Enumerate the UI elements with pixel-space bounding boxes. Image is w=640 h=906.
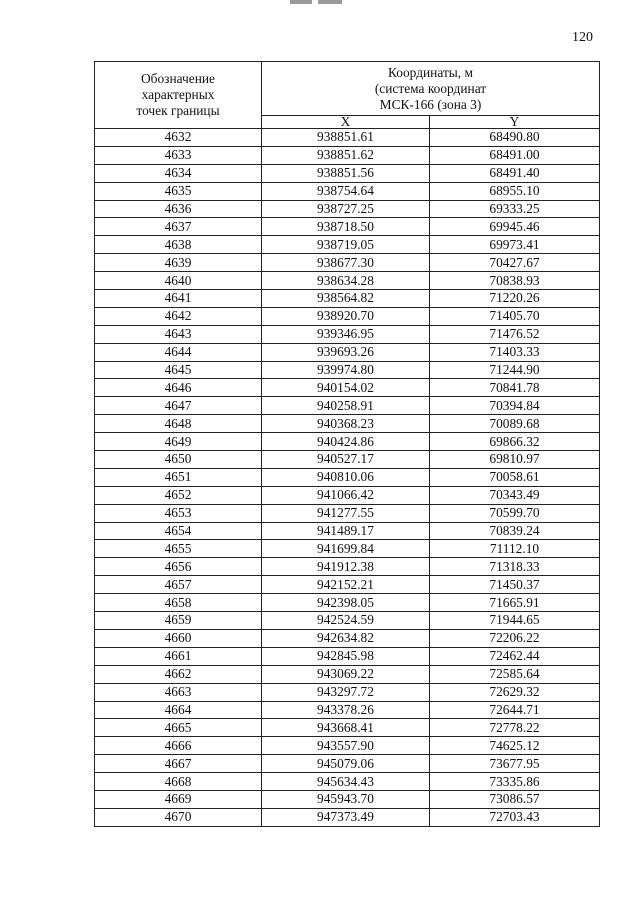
- x-coordinate-cell: 939693.26: [262, 343, 430, 361]
- point-id-cell: 4641: [95, 290, 262, 308]
- table-row: [95, 468, 600, 486]
- table-row: [95, 773, 600, 791]
- point-id-cell: 4657: [95, 576, 262, 594]
- table-row: [95, 612, 600, 630]
- point-id-cell: 4652: [95, 486, 262, 504]
- x-coordinate-cell: 938851.61: [262, 129, 430, 147]
- x-coordinate-cell: 938727.25: [262, 200, 430, 218]
- point-id-cell: 4654: [95, 522, 262, 540]
- table-row: [95, 433, 600, 451]
- point-id-cell: 4643: [95, 325, 262, 343]
- point-id-cell: 4651: [95, 468, 262, 486]
- point-id-cell: 4656: [95, 558, 262, 576]
- table-row: [95, 719, 600, 737]
- point-id-cell: 4650: [95, 451, 262, 469]
- x-coordinate-cell: 941277.55: [262, 504, 430, 522]
- x-coordinate-cell: 938719.05: [262, 236, 430, 254]
- point-id-cell: 4666: [95, 737, 262, 755]
- table-row: [95, 451, 600, 469]
- x-coordinate-cell: 943069.22: [262, 665, 430, 683]
- table-row: [95, 522, 600, 540]
- x-coordinate-cell: 943668.41: [262, 719, 430, 737]
- y-coordinate-cell: 73086.57: [430, 790, 600, 808]
- y-coordinate-cell: 72206.22: [430, 629, 600, 647]
- point-id-cell: 4635: [95, 182, 262, 200]
- table-row: [95, 737, 600, 755]
- table-row: [95, 200, 600, 218]
- point-id-cell: 4667: [95, 755, 262, 773]
- x-coordinate-cell: 938718.50: [262, 218, 430, 236]
- point-id-cell: 4636: [95, 200, 262, 218]
- page-number: 120: [572, 30, 593, 45]
- x-coordinate-cell: 940368.23: [262, 415, 430, 433]
- table-row: [95, 129, 600, 147]
- table-row: [95, 415, 600, 433]
- point-id-cell: 4664: [95, 701, 262, 719]
- table-row: [95, 576, 600, 594]
- coordinates-table: [94, 61, 600, 827]
- y-coordinate-cell: 70838.93: [430, 272, 600, 290]
- table-row: [95, 504, 600, 522]
- y-coordinate-cell: 71220.26: [430, 290, 600, 308]
- x-coordinate-cell: 941489.17: [262, 522, 430, 540]
- x-coordinate-cell: 942845.98: [262, 647, 430, 665]
- point-id-cell: 4653: [95, 504, 262, 522]
- y-coordinate-cell: 72629.32: [430, 683, 600, 701]
- y-coordinate-cell: 68491.40: [430, 164, 600, 182]
- y-coordinate-cell: 72703.43: [430, 808, 600, 826]
- x-coordinate-cell: 938564.82: [262, 290, 430, 308]
- header-line: точек границы: [136, 103, 220, 118]
- point-id-cell: 4670: [95, 808, 262, 826]
- table-row: [95, 254, 600, 272]
- y-coordinate-cell: 73335.86: [430, 773, 600, 791]
- scan-artifact: [318, 0, 342, 4]
- y-coordinate-cell: 72778.22: [430, 719, 600, 737]
- table-row: [95, 540, 600, 558]
- point-id-cell: 4663: [95, 683, 262, 701]
- y-coordinate-cell: 70599.70: [430, 504, 600, 522]
- point-id-cell: 4633: [95, 146, 262, 164]
- point-id-cell: 4661: [95, 647, 262, 665]
- coordinates-header: [262, 62, 600, 116]
- x-coordinate-cell: 938851.62: [262, 146, 430, 164]
- point-id-cell: 4665: [95, 719, 262, 737]
- table-row: [95, 361, 600, 379]
- point-id-cell: 4647: [95, 397, 262, 415]
- header-line: Координаты, м: [388, 64, 473, 80]
- x-coordinate-cell: 938754.64: [262, 182, 430, 200]
- x-coordinate-cell: 942634.82: [262, 629, 430, 647]
- point-id-cell: 4648: [95, 415, 262, 433]
- table-row: [95, 558, 600, 576]
- point-id-cell: 4632: [95, 129, 262, 147]
- x-coordinate-cell: 943378.26: [262, 701, 430, 719]
- y-coordinate-cell: 71944.65: [430, 612, 600, 630]
- table-row: [95, 307, 600, 325]
- y-coordinate-cell: 72585.64: [430, 665, 600, 683]
- y-column-header: Y: [430, 116, 600, 129]
- table-row: [95, 343, 600, 361]
- y-coordinate-cell: 72462.44: [430, 647, 600, 665]
- y-coordinate-cell: 69945.46: [430, 218, 600, 236]
- table-row: [95, 218, 600, 236]
- table-row: [95, 701, 600, 719]
- point-id-cell: 4640: [95, 272, 262, 290]
- table-row: [95, 146, 600, 164]
- point-id-cell: 4638: [95, 236, 262, 254]
- point-id-cell: 4645: [95, 361, 262, 379]
- x-coordinate-cell: 945943.70: [262, 790, 430, 808]
- point-id-cell: 4668: [95, 773, 262, 791]
- table-row: [95, 629, 600, 647]
- scan-artifact: [290, 0, 312, 4]
- x-coordinate-cell: 943297.72: [262, 683, 430, 701]
- x-coordinate-cell: 938634.28: [262, 272, 430, 290]
- header-line: характерных: [141, 87, 215, 102]
- table-row: [95, 397, 600, 415]
- x-coordinate-cell: 938851.56: [262, 164, 430, 182]
- y-coordinate-cell: 69333.25: [430, 200, 600, 218]
- y-coordinate-cell: 69810.97: [430, 451, 600, 469]
- x-coordinate-cell: 940527.17: [262, 451, 430, 469]
- y-coordinate-cell: 70343.49: [430, 486, 600, 504]
- x-coordinate-cell: 939346.95: [262, 325, 430, 343]
- y-coordinate-cell: 70839.24: [430, 522, 600, 540]
- table-row: [95, 594, 600, 612]
- y-coordinate-cell: 72644.71: [430, 701, 600, 719]
- y-coordinate-cell: 71450.37: [430, 576, 600, 594]
- y-coordinate-cell: 70089.68: [430, 415, 600, 433]
- point-id-cell: 4644: [95, 343, 262, 361]
- table-row: [95, 486, 600, 504]
- x-coordinate-cell: 942524.59: [262, 612, 430, 630]
- point-id-cell: 4642: [95, 307, 262, 325]
- point-id-cell: 4649: [95, 433, 262, 451]
- y-coordinate-cell: 68955.10: [430, 182, 600, 200]
- y-coordinate-cell: 73677.95: [430, 755, 600, 773]
- y-coordinate-cell: 71112.10: [430, 540, 600, 558]
- x-coordinate-cell: 938677.30: [262, 254, 430, 272]
- y-coordinate-cell: 68490.80: [430, 129, 600, 147]
- point-id-cell: 4639: [95, 254, 262, 272]
- table-row: [95, 755, 600, 773]
- x-coordinate-cell: 947373.49: [262, 808, 430, 826]
- point-id-cell: 4669: [95, 790, 262, 808]
- point-designation-header: [95, 62, 262, 129]
- table-row: [95, 164, 600, 182]
- x-coordinate-cell: 945079.06: [262, 755, 430, 773]
- header-line: МСК-166 (зона 3): [379, 96, 482, 112]
- y-coordinate-cell: 69973.41: [430, 236, 600, 254]
- x-coordinate-cell: 942398.05: [262, 594, 430, 612]
- table-row: [95, 236, 600, 254]
- point-id-cell: 4646: [95, 379, 262, 397]
- x-coordinate-cell: 941066.42: [262, 486, 430, 504]
- y-coordinate-cell: 71405.70: [430, 307, 600, 325]
- y-coordinate-cell: 68491.00: [430, 146, 600, 164]
- table-row: [95, 272, 600, 290]
- table-row: [95, 665, 600, 683]
- y-coordinate-cell: 70394.84: [430, 397, 600, 415]
- x-coordinate-cell: 941699.84: [262, 540, 430, 558]
- x-coordinate-cell: 945634.43: [262, 773, 430, 791]
- y-coordinate-cell: 71403.33: [430, 343, 600, 361]
- y-coordinate-cell: 70427.67: [430, 254, 600, 272]
- table-row: [95, 379, 600, 397]
- x-coordinate-cell: 940424.86: [262, 433, 430, 451]
- x-coordinate-cell: 943557.90: [262, 737, 430, 755]
- y-coordinate-cell: 74625.12: [430, 737, 600, 755]
- x-coordinate-cell: 940258.91: [262, 397, 430, 415]
- point-id-cell: 4660: [95, 629, 262, 647]
- table-row: [95, 808, 600, 826]
- y-coordinate-cell: 71476.52: [430, 325, 600, 343]
- table-row: [95, 790, 600, 808]
- x-coordinate-cell: 942152.21: [262, 576, 430, 594]
- x-coordinate-cell: 940154.02: [262, 379, 430, 397]
- y-coordinate-cell: 70058.61: [430, 468, 600, 486]
- x-coordinate-cell: 940810.06: [262, 468, 430, 486]
- point-id-cell: 4659: [95, 612, 262, 630]
- header-line: Обозначение: [141, 71, 215, 86]
- x-coordinate-cell: 939974.80: [262, 361, 430, 379]
- point-id-cell: 4637: [95, 218, 262, 236]
- point-id-cell: 4662: [95, 665, 262, 683]
- point-id-cell: 4658: [95, 594, 262, 612]
- table-row: [95, 647, 600, 665]
- x-coordinate-cell: 941912.38: [262, 558, 430, 576]
- y-coordinate-cell: 71665.91: [430, 594, 600, 612]
- y-coordinate-cell: 71318.33: [430, 558, 600, 576]
- x-coordinate-cell: 938920.70: [262, 307, 430, 325]
- table-row: [95, 683, 600, 701]
- point-id-cell: 4634: [95, 164, 262, 182]
- point-id-cell: 4655: [95, 540, 262, 558]
- y-coordinate-cell: 71244.90: [430, 361, 600, 379]
- y-coordinate-cell: 70841.78: [430, 379, 600, 397]
- table-row: [95, 290, 600, 308]
- table-row: [95, 325, 600, 343]
- x-column-header: X: [262, 116, 430, 129]
- y-coordinate-cell: 69866.32: [430, 433, 600, 451]
- header-line: (система координат: [374, 80, 487, 96]
- table-row: [95, 182, 600, 200]
